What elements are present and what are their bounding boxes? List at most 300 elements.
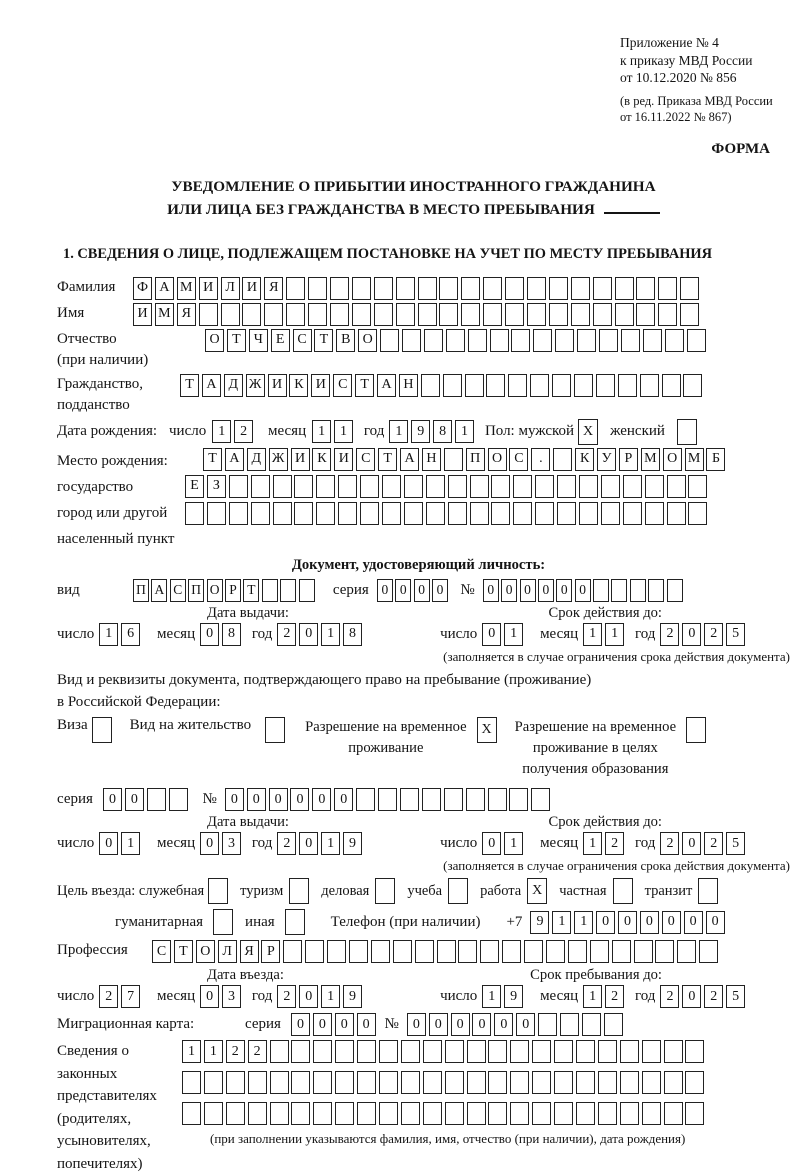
char-cell[interactable] xyxy=(360,502,379,525)
char-cell[interactable]: 0 xyxy=(520,579,536,602)
char-cell[interactable] xyxy=(360,475,379,498)
char-cell[interactable] xyxy=(667,502,686,525)
char-cell[interactable] xyxy=(248,1071,267,1094)
char-cell[interactable] xyxy=(316,475,335,498)
visa-checkbox[interactable] xyxy=(92,717,112,743)
char-cell[interactable]: 2 xyxy=(234,420,253,443)
char-cell[interactable] xyxy=(658,277,677,300)
char-cell[interactable] xyxy=(510,1040,529,1063)
char-cell[interactable]: 1 xyxy=(504,623,523,646)
char-cell[interactable]: Д xyxy=(224,374,243,397)
char-cell[interactable] xyxy=(445,1102,464,1125)
char-cell[interactable] xyxy=(677,940,696,963)
char-cell[interactable] xyxy=(643,329,662,352)
char-cell[interactable] xyxy=(553,448,572,471)
char-cell[interactable] xyxy=(582,1013,601,1036)
char-cell[interactable] xyxy=(601,502,620,525)
char-cell[interactable]: 1 xyxy=(312,420,331,443)
char-cell[interactable] xyxy=(467,1102,486,1125)
char-cell[interactable]: 9 xyxy=(411,420,430,443)
char-cell[interactable] xyxy=(185,502,204,525)
char-cell[interactable] xyxy=(513,502,532,525)
char-cell[interactable]: Н xyxy=(422,448,441,471)
char-cell[interactable] xyxy=(505,277,524,300)
temp-permit-checkbox[interactable]: X xyxy=(477,717,497,743)
char-cell[interactable] xyxy=(648,579,664,602)
purpose-other-checkbox[interactable] xyxy=(285,909,305,935)
char-cell[interactable]: А xyxy=(377,374,396,397)
char-cell[interactable] xyxy=(204,1071,223,1094)
char-cell[interactable]: 0 xyxy=(451,1013,470,1036)
char-cell[interactable]: 2 xyxy=(660,985,679,1008)
char-cell[interactable] xyxy=(335,1102,354,1125)
char-cell[interactable]: 9 xyxy=(343,832,362,855)
char-cell[interactable]: В xyxy=(336,329,355,352)
char-cell[interactable]: М xyxy=(685,448,704,471)
char-cell[interactable]: 0 xyxy=(706,911,725,934)
char-cell[interactable]: 0 xyxy=(299,832,318,855)
char-cell[interactable] xyxy=(615,303,634,326)
char-cell[interactable] xyxy=(527,277,546,300)
char-cell[interactable]: 5 xyxy=(726,623,745,646)
char-cell[interactable] xyxy=(483,277,502,300)
char-cell[interactable]: 2 xyxy=(277,832,296,855)
char-cell[interactable] xyxy=(382,502,401,525)
char-cell[interactable]: М xyxy=(641,448,660,471)
char-cell[interactable]: 2 xyxy=(605,985,624,1008)
char-cell[interactable] xyxy=(579,502,598,525)
char-cell[interactable]: Р xyxy=(225,579,241,602)
char-cell[interactable] xyxy=(593,303,612,326)
char-cell[interactable] xyxy=(330,303,349,326)
char-cell[interactable]: 8 xyxy=(433,420,452,443)
char-cell[interactable]: 2 xyxy=(704,985,723,1008)
char-cell[interactable] xyxy=(601,475,620,498)
char-cell[interactable] xyxy=(683,374,702,397)
char-cell[interactable]: 9 xyxy=(504,985,523,1008)
char-cell[interactable]: О xyxy=(196,940,215,963)
char-cell[interactable]: Я xyxy=(240,940,259,963)
char-cell[interactable] xyxy=(560,1013,579,1036)
char-cell[interactable] xyxy=(404,502,423,525)
char-cell[interactable]: 8 xyxy=(343,623,362,646)
char-cell[interactable]: Т xyxy=(314,329,333,352)
char-cell[interactable]: Ж xyxy=(246,374,265,397)
char-cell[interactable]: Т xyxy=(355,374,374,397)
char-cell[interactable] xyxy=(270,1040,289,1063)
char-cell[interactable] xyxy=(667,475,686,498)
char-cell[interactable]: 5 xyxy=(726,832,745,855)
char-cell[interactable] xyxy=(423,1071,442,1094)
char-cell[interactable] xyxy=(308,303,327,326)
char-cell[interactable] xyxy=(371,940,390,963)
char-cell[interactable] xyxy=(568,940,587,963)
char-cell[interactable] xyxy=(444,448,463,471)
edu-permit-checkbox[interactable] xyxy=(686,717,706,743)
char-cell[interactable] xyxy=(458,940,477,963)
char-cell[interactable] xyxy=(640,374,659,397)
char-cell[interactable] xyxy=(483,303,502,326)
char-cell[interactable] xyxy=(338,502,357,525)
char-cell[interactable] xyxy=(357,1102,376,1125)
char-cell[interactable]: 0 xyxy=(377,579,393,602)
char-cell[interactable]: 1 xyxy=(583,623,602,646)
char-cell[interactable]: 3 xyxy=(222,832,241,855)
char-cell[interactable] xyxy=(490,329,509,352)
char-cell[interactable]: А xyxy=(400,448,419,471)
purpose-business-checkbox[interactable] xyxy=(375,878,395,904)
char-cell[interactable] xyxy=(291,1102,310,1125)
char-cell[interactable] xyxy=(470,475,489,498)
char-cell[interactable] xyxy=(308,277,327,300)
char-cell[interactable]: П xyxy=(133,579,149,602)
char-cell[interactable]: Ч xyxy=(249,329,268,352)
char-cell[interactable] xyxy=(264,303,283,326)
char-cell[interactable] xyxy=(535,502,554,525)
char-cell[interactable] xyxy=(612,940,631,963)
char-cell[interactable]: И xyxy=(311,374,330,397)
char-cell[interactable]: 1 xyxy=(455,420,474,443)
char-cell[interactable] xyxy=(621,329,640,352)
char-cell[interactable]: 1 xyxy=(321,985,340,1008)
char-cell[interactable] xyxy=(422,788,441,811)
char-cell[interactable]: 9 xyxy=(343,985,362,1008)
char-cell[interactable] xyxy=(396,277,415,300)
char-cell[interactable] xyxy=(437,940,456,963)
char-cell[interactable]: 2 xyxy=(99,985,118,1008)
char-cell[interactable] xyxy=(262,579,278,602)
char-cell[interactable]: 5 xyxy=(726,985,745,1008)
char-cell[interactable] xyxy=(488,1102,507,1125)
char-cell[interactable] xyxy=(598,1102,617,1125)
char-cell[interactable]: Е xyxy=(271,329,290,352)
char-cell[interactable]: 1 xyxy=(182,1040,201,1063)
char-cell[interactable]: Т xyxy=(243,579,259,602)
char-cell[interactable] xyxy=(557,475,576,498)
char-cell[interactable] xyxy=(335,1071,354,1094)
char-cell[interactable]: К xyxy=(289,374,308,397)
char-cell[interactable]: 0 xyxy=(299,623,318,646)
char-cell[interactable] xyxy=(480,940,499,963)
char-cell[interactable] xyxy=(273,475,292,498)
char-cell[interactable]: 1 xyxy=(605,623,624,646)
char-cell[interactable]: М xyxy=(177,277,196,300)
char-cell[interactable] xyxy=(418,303,437,326)
char-cell[interactable] xyxy=(620,1071,639,1094)
purpose-transit-checkbox[interactable] xyxy=(698,878,718,904)
char-cell[interactable] xyxy=(513,475,532,498)
char-cell[interactable]: 0 xyxy=(682,832,701,855)
char-cell[interactable]: А xyxy=(225,448,244,471)
purpose-official-checkbox[interactable] xyxy=(208,878,228,904)
char-cell[interactable]: А xyxy=(202,374,221,397)
char-cell[interactable]: 0 xyxy=(395,579,411,602)
char-cell[interactable]: 0 xyxy=(225,788,244,811)
char-cell[interactable] xyxy=(571,277,590,300)
char-cell[interactable] xyxy=(461,277,480,300)
char-cell[interactable]: И xyxy=(242,277,261,300)
char-cell[interactable]: 1 xyxy=(389,420,408,443)
char-cell[interactable] xyxy=(576,1040,595,1063)
char-cell[interactable] xyxy=(680,277,699,300)
char-cell[interactable] xyxy=(466,788,485,811)
char-cell[interactable] xyxy=(280,579,296,602)
char-cell[interactable] xyxy=(488,788,507,811)
char-cell[interactable] xyxy=(491,475,510,498)
sex-female-checkbox[interactable] xyxy=(677,419,697,445)
char-cell[interactable]: 0 xyxy=(291,1013,310,1036)
char-cell[interactable] xyxy=(382,475,401,498)
char-cell[interactable]: 1 xyxy=(321,623,340,646)
char-cell[interactable]: И xyxy=(334,448,353,471)
char-cell[interactable]: 0 xyxy=(407,1013,426,1036)
char-cell[interactable] xyxy=(598,1071,617,1094)
char-cell[interactable]: 9 xyxy=(530,911,549,934)
char-cell[interactable]: 2 xyxy=(277,623,296,646)
char-cell[interactable] xyxy=(207,502,226,525)
char-cell[interactable]: З xyxy=(207,475,226,498)
char-cell[interactable]: Р xyxy=(261,940,280,963)
char-cell[interactable] xyxy=(596,374,615,397)
char-cell[interactable] xyxy=(623,475,642,498)
char-cell[interactable] xyxy=(396,303,415,326)
char-cell[interactable] xyxy=(554,1071,573,1094)
char-cell[interactable]: 0 xyxy=(357,1013,376,1036)
char-cell[interactable] xyxy=(699,940,718,963)
char-cell[interactable]: К xyxy=(312,448,331,471)
char-cell[interactable] xyxy=(579,475,598,498)
char-cell[interactable] xyxy=(251,475,270,498)
char-cell[interactable]: 0 xyxy=(247,788,266,811)
char-cell[interactable]: 2 xyxy=(277,985,296,1008)
char-cell[interactable] xyxy=(554,1102,573,1125)
char-cell[interactable]: 1 xyxy=(504,832,523,855)
purpose-private-checkbox[interactable] xyxy=(613,878,633,904)
char-cell[interactable]: 1 xyxy=(583,832,602,855)
char-cell[interactable] xyxy=(380,329,399,352)
char-cell[interactable] xyxy=(426,475,445,498)
char-cell[interactable] xyxy=(535,475,554,498)
char-cell[interactable]: 0 xyxy=(640,911,659,934)
char-cell[interactable] xyxy=(590,940,609,963)
char-cell[interactable] xyxy=(593,579,609,602)
char-cell[interactable]: С xyxy=(333,374,352,397)
char-cell[interactable]: 0 xyxy=(575,579,591,602)
char-cell[interactable] xyxy=(511,329,530,352)
char-cell[interactable] xyxy=(445,1071,464,1094)
char-cell[interactable]: А xyxy=(155,277,174,300)
char-cell[interactable]: 0 xyxy=(312,788,331,811)
char-cell[interactable] xyxy=(204,1102,223,1125)
char-cell[interactable] xyxy=(546,940,565,963)
char-cell[interactable]: 2 xyxy=(704,623,723,646)
char-cell[interactable] xyxy=(418,277,437,300)
char-cell[interactable] xyxy=(294,475,313,498)
char-cell[interactable] xyxy=(538,1013,557,1036)
char-cell[interactable] xyxy=(421,374,440,397)
char-cell[interactable] xyxy=(445,1040,464,1063)
char-cell[interactable]: 1 xyxy=(212,420,231,443)
char-cell[interactable] xyxy=(530,374,549,397)
char-cell[interactable] xyxy=(443,374,462,397)
char-cell[interactable] xyxy=(532,1071,551,1094)
char-cell[interactable] xyxy=(510,1102,529,1125)
char-cell[interactable]: Б xyxy=(706,448,725,471)
char-cell[interactable] xyxy=(664,1071,683,1094)
char-cell[interactable] xyxy=(505,303,524,326)
char-cell[interactable] xyxy=(577,329,596,352)
char-cell[interactable]: С xyxy=(152,940,171,963)
char-cell[interactable] xyxy=(461,303,480,326)
char-cell[interactable] xyxy=(491,502,510,525)
char-cell[interactable] xyxy=(305,940,324,963)
char-cell[interactable] xyxy=(486,374,505,397)
char-cell[interactable]: О xyxy=(207,579,223,602)
char-cell[interactable]: 0 xyxy=(290,788,309,811)
char-cell[interactable] xyxy=(615,277,634,300)
char-cell[interactable] xyxy=(424,329,443,352)
char-cell[interactable] xyxy=(251,502,270,525)
char-cell[interactable] xyxy=(374,303,393,326)
char-cell[interactable]: 1 xyxy=(334,420,353,443)
char-cell[interactable] xyxy=(604,1013,623,1036)
char-cell[interactable] xyxy=(618,374,637,397)
char-cell[interactable] xyxy=(349,940,368,963)
char-cell[interactable] xyxy=(667,579,683,602)
char-cell[interactable]: 0 xyxy=(472,1013,491,1036)
char-cell[interactable] xyxy=(552,374,571,397)
char-cell[interactable]: 6 xyxy=(121,623,140,646)
char-cell[interactable]: И xyxy=(268,374,287,397)
char-cell[interactable] xyxy=(229,502,248,525)
char-cell[interactable] xyxy=(680,303,699,326)
char-cell[interactable]: 0 xyxy=(99,832,118,855)
char-cell[interactable] xyxy=(226,1102,245,1125)
char-cell[interactable] xyxy=(270,1102,289,1125)
char-cell[interactable]: И xyxy=(133,303,152,326)
char-cell[interactable]: 0 xyxy=(494,1013,513,1036)
char-cell[interactable] xyxy=(316,502,335,525)
char-cell[interactable]: 0 xyxy=(556,579,572,602)
char-cell[interactable] xyxy=(400,788,419,811)
char-cell[interactable]: . xyxy=(531,448,550,471)
char-cell[interactable] xyxy=(664,1102,683,1125)
char-cell[interactable] xyxy=(593,277,612,300)
char-cell[interactable]: Т xyxy=(203,448,222,471)
char-cell[interactable] xyxy=(273,502,292,525)
char-cell[interactable] xyxy=(335,1040,354,1063)
char-cell[interactable]: 2 xyxy=(605,832,624,855)
char-cell[interactable] xyxy=(509,788,528,811)
char-cell[interactable]: 1 xyxy=(121,832,140,855)
char-cell[interactable]: О xyxy=(358,329,377,352)
char-cell[interactable] xyxy=(488,1071,507,1094)
char-cell[interactable]: С xyxy=(509,448,528,471)
char-cell[interactable]: С xyxy=(170,579,186,602)
char-cell[interactable] xyxy=(444,788,463,811)
char-cell[interactable]: К xyxy=(575,448,594,471)
char-cell[interactable] xyxy=(313,1071,332,1094)
char-cell[interactable] xyxy=(470,502,489,525)
char-cell[interactable]: 1 xyxy=(583,985,602,1008)
char-cell[interactable] xyxy=(439,277,458,300)
char-cell[interactable] xyxy=(286,303,305,326)
char-cell[interactable]: 2 xyxy=(248,1040,267,1063)
char-cell[interactable] xyxy=(532,1102,551,1125)
char-cell[interactable]: 0 xyxy=(682,985,701,1008)
char-cell[interactable] xyxy=(576,1071,595,1094)
char-cell[interactable] xyxy=(357,1040,376,1063)
char-cell[interactable]: 0 xyxy=(335,1013,354,1036)
char-cell[interactable] xyxy=(448,502,467,525)
char-cell[interactable] xyxy=(229,475,248,498)
char-cell[interactable] xyxy=(662,374,681,397)
char-cell[interactable]: 3 xyxy=(222,985,241,1008)
char-cell[interactable]: Л xyxy=(221,277,240,300)
char-cell[interactable]: Е xyxy=(185,475,204,498)
char-cell[interactable] xyxy=(313,1040,332,1063)
char-cell[interactable] xyxy=(665,329,684,352)
char-cell[interactable] xyxy=(299,579,315,602)
char-cell[interactable]: 1 xyxy=(321,832,340,855)
char-cell[interactable] xyxy=(557,502,576,525)
char-cell[interactable]: И xyxy=(291,448,310,471)
purpose-study-checkbox[interactable] xyxy=(448,878,468,904)
char-cell[interactable]: 0 xyxy=(432,579,448,602)
char-cell[interactable] xyxy=(623,502,642,525)
char-cell[interactable]: Н xyxy=(399,374,418,397)
char-cell[interactable]: 2 xyxy=(226,1040,245,1063)
char-cell[interactable] xyxy=(488,1040,507,1063)
char-cell[interactable]: 0 xyxy=(200,623,219,646)
char-cell[interactable] xyxy=(242,303,261,326)
char-cell[interactable]: 0 xyxy=(684,911,703,934)
char-cell[interactable] xyxy=(502,940,521,963)
char-cell[interactable] xyxy=(645,475,664,498)
char-cell[interactable]: 0 xyxy=(125,788,144,811)
char-cell[interactable]: О xyxy=(663,448,682,471)
purpose-tourism-checkbox[interactable] xyxy=(289,878,309,904)
char-cell[interactable] xyxy=(465,374,484,397)
char-cell[interactable]: Т xyxy=(227,329,246,352)
char-cell[interactable] xyxy=(270,1071,289,1094)
char-cell[interactable]: 0 xyxy=(200,985,219,1008)
char-cell[interactable]: 0 xyxy=(313,1013,332,1036)
char-cell[interactable]: 0 xyxy=(269,788,288,811)
char-cell[interactable]: 0 xyxy=(200,832,219,855)
char-cell[interactable]: 7 xyxy=(121,985,140,1008)
char-cell[interactable] xyxy=(620,1102,639,1125)
char-cell[interactable]: И xyxy=(199,277,218,300)
char-cell[interactable] xyxy=(338,475,357,498)
char-cell[interactable] xyxy=(226,1071,245,1094)
char-cell[interactable]: О xyxy=(488,448,507,471)
char-cell[interactable] xyxy=(182,1102,201,1125)
char-cell[interactable]: 0 xyxy=(682,623,701,646)
char-cell[interactable]: 0 xyxy=(482,623,501,646)
char-cell[interactable]: 0 xyxy=(299,985,318,1008)
char-cell[interactable] xyxy=(645,502,664,525)
char-cell[interactable] xyxy=(379,1102,398,1125)
char-cell[interactable] xyxy=(404,475,423,498)
char-cell[interactable] xyxy=(352,303,371,326)
char-cell[interactable] xyxy=(620,1040,639,1063)
char-cell[interactable] xyxy=(688,502,707,525)
char-cell[interactable] xyxy=(423,1040,442,1063)
char-cell[interactable] xyxy=(401,1040,420,1063)
char-cell[interactable] xyxy=(448,475,467,498)
char-cell[interactable] xyxy=(688,475,707,498)
